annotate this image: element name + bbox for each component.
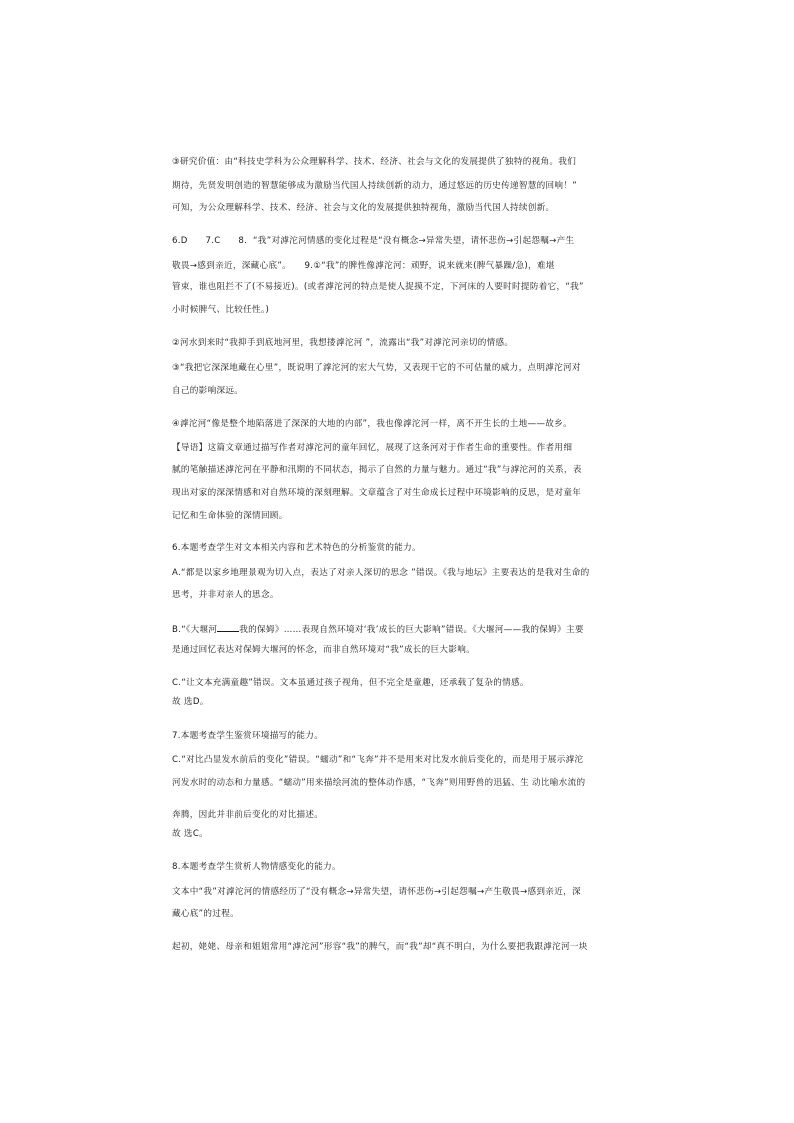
text-line: A.“都是以家乡地理景观为切入点，表达了对亲人深切的思念 ”错误。《我与地坛》主要表达的是我对生命的 (172, 568, 590, 578)
text-line: 起初，姥姥、母亲和姐姐常用“滹沱河”形容“我”的脾气，而“我”却“真不明白，为什么要把我跟滹沱河一块 (172, 942, 588, 952)
text-line: ④滹沱河“像是整个地陷落进了深深的大地的内部”，我也像滹沱河一样，离不开生长的土地——故乡。 (172, 419, 572, 429)
text-line: 河发水时的动态和力量感。“蠕动”用来描绘河流的整体动作感，“飞奔”则用野兽的迅猛、生 动比喻水流的 (172, 778, 586, 788)
text-line (172, 623, 584, 636)
text-line: 6.D 7.C 8．“我”对滹沱河情感的变化过程是“没有概念→异常失望，请怀悲伤→引起怨嘱→产生 (172, 236, 575, 246)
text-line: C.“对比凸显发水前后的变化”错误。“蠕动”和“飞奔”并不是用来对比发水前后变化的，而是用于展示滹沱 (172, 755, 584, 765)
text-line: ③“我把它深深地藏在心里”，既说明了滹沱河的宏大气势，又表现干它的不可估量的威力，点明滹沱河对 (172, 363, 581, 373)
text-line: ③研究价值：由“科技史学科为公众理解科学、技术、经济、社会与文化的发展提供了独特的视角。我们 (172, 157, 577, 167)
text-line: 自己的影响深远。 (172, 386, 244, 396)
text-line: 可知，为公众理解科学、技术、经济、社会与文化的发展提供独特视角，激励当代国人持续创新。 (172, 203, 555, 213)
text-segment: 我的保姆》……表现自然环境对‘我’成长的巨大影响”错误。《大堰河——我的保姆》主要 (239, 625, 584, 635)
text-line: C.“让文本充满童趣”错误。文本虽通过孩子视角，但不完全是童趣，还承载了复杂的情感。 (172, 678, 529, 688)
text-line: 【导语】这篇文章通过描写作者对滹沱河的童年回忆，展现了这条河对于作者生命的重要性。作者用细 (172, 443, 573, 453)
text-line: 小时候脾气、比较任性。) (172, 305, 270, 315)
text-line: 7.本题考查学生鉴赏环境描写的能力。 (172, 731, 324, 741)
text-line: 文本中“我”对滹沱河的情感经历了“没有概念→异常失望，请怀悲伤→引起怨嘱→产生敬畏→感到亲近，深 (172, 887, 581, 897)
text-line: ②河水到来时“我抑手到底地河里，我想搂滹沱河 ”，流露出“我”对滹沱河亲切的情感。 (172, 338, 514, 348)
text-line: 管束，谁也阻拦不了(不易接近)。(或者滹沱河的特点是使人捉摸不定，下河床的人要时时提防着它，“我” (172, 282, 584, 292)
text-line: 6.本题考查学生对文本相关内容和艺术特色的分析鉴赏的能力。 (172, 543, 421, 553)
text-line: 故 选D。 (172, 697, 209, 707)
text-line: 期待，先贤发明创造的智慧能够成为激励当代国人持续创新的动力，通过悠远的历史传递智慧的回响！” (172, 181, 577, 191)
text-line: 8.本题考查学生赏析人物情感变化的能力。 (172, 862, 341, 872)
text-line: 藏心底”的过程。 (172, 909, 240, 919)
text-line: 记忆和生命体验的深情回顾。 (172, 511, 288, 521)
text-line: 思考，并非对亲人的思念。 (172, 590, 279, 600)
text-line: 故 选C。 (172, 829, 209, 839)
text-line: 奔腾，因此并非前后变化的对比描述。 (172, 810, 324, 820)
text-line: 是通过回忆表达对保姆大堰河的怀念，而非自然环境对“我”成长的巨大影响。 (172, 645, 475, 655)
blank-underline (217, 623, 239, 632)
text-line: 现出对家的深深情感和对自然环境的深刻理解。文章蕴含了对生命成长过程中环境影响的反思，是对童年 (172, 488, 582, 498)
text-segment: B.“《大堰河 (172, 625, 218, 635)
text-line: 腻的笔触描述滹沱河在平静和汛期的不同状态，揭示了自然的力量与魅力。通过“我”与滹沱河的关系，表 (172, 465, 582, 475)
text-line: 敬畏→感到亲近，深藏心底”。 9.①“我”的脾性像滹沱河：顽野，说来就来(脾气暴躁/急)，难堪 (172, 261, 555, 271)
